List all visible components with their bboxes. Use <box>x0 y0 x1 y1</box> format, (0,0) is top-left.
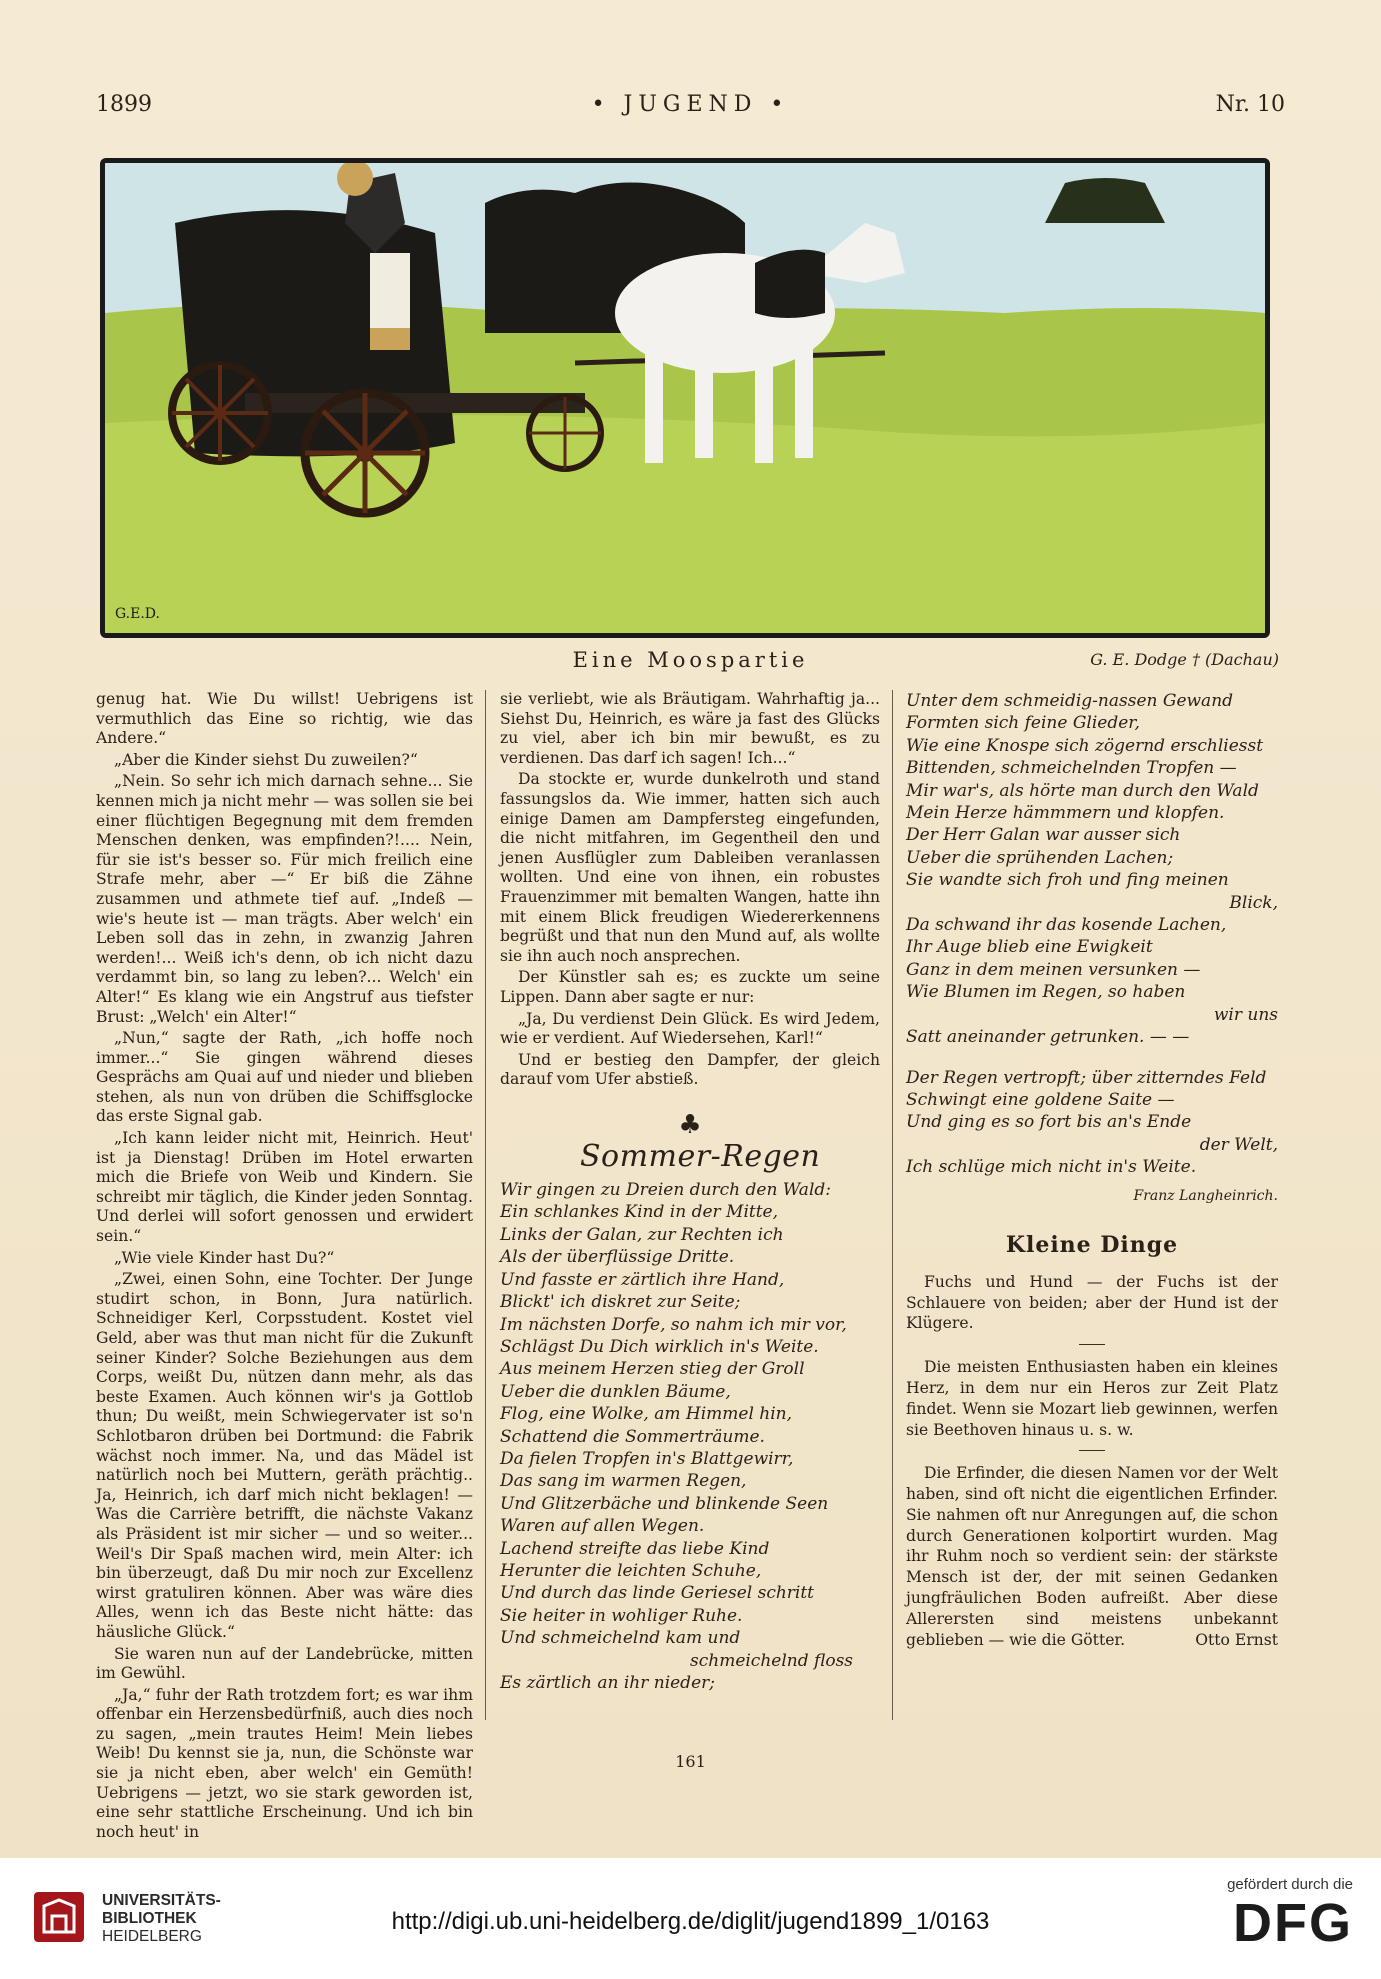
poem-line: Satt aneinander getrunken. — — <box>906 1027 1190 1048</box>
page-number: 161 <box>675 1752 706 1771</box>
poem-line: Schlägst Du Dich wirklich in's Weite. <box>500 1336 819 1357</box>
header-year: 1899 <box>96 92 152 117</box>
dfg-text: gefördert durch die <box>1227 1876 1353 1893</box>
poem-line: Als der überflüssige Dritte. <box>500 1247 735 1268</box>
story-paragraph: „Ja, Du verdienst Dein Glück. Es wird Jedem, wie er verdient. Auf Wiedersehen, Karl!“ <box>500 1009 880 1048</box>
poem-line: Schattend die Sommerträume. <box>500 1426 765 1447</box>
poem-line: Flog, eine Wolke, am Himmel hin, <box>500 1404 793 1425</box>
poem-line: Blick, <box>1229 892 1278 913</box>
poem-title: Sommer-Regen <box>580 1139 821 1175</box>
poem-line: Und schmeichelnd kam und <box>500 1628 741 1649</box>
poem-line: Das sang im warmen Regen, <box>500 1471 747 1492</box>
header-title: • JUGEND • <box>591 92 790 117</box>
poem-line: Ueber die sprühenden Lachen; <box>906 847 1174 868</box>
poem-line: Da schwand ihr das kosende Lachen, <box>906 915 1227 936</box>
poem-line: Wie eine Knospe sich zögernd erschliesst <box>906 735 1264 756</box>
illustration-moospartie <box>100 158 1270 638</box>
poem-line: Waren auf allen Wegen. <box>500 1516 705 1537</box>
poem-line: Ueber die dunklen Bäume, <box>500 1381 731 1402</box>
university-name-line: UNIVERSITÄTS- <box>102 1892 221 1909</box>
aphorism-separator <box>1079 1344 1105 1345</box>
illustration-signature: G.E.D. <box>115 606 160 622</box>
poem-line: Da fielen Tropfen in's Blattgewirr, <box>500 1448 794 1469</box>
story-paragraph: sie verliebt, wie als Bräutigam. Wahrhaftig ja... Siehst Du, Heinrich, es wäre ja fast des Glücks zu viel, aber ich bin mir bewußt, es zu verdienen. Das darf ich sagen! Ich...“ <box>500 690 880 767</box>
kleine-dinge-section <box>906 1232 1278 1650</box>
university-name-line: BIBLIOTHEK <box>102 1910 197 1927</box>
story-paragraph: „Nein. So sehr ich mich darnach sehne... Sie kennen mich ja nicht mehr — was sollen sie bei einer flüchtigen Begegnung mit dem fremden Menschen denken, was empfinden?!.... Nein, für sie ist's besser so. Für mich freilich eine Strafe mehr, aber —“ Er biß die Zähne zusammen und athmete tief auf. „Indeß — wie's heute ist — man trägts. Aber welch' ein Leben soll das in zehn, in zwanzig Jahren werden!... Weiß ich's denn, ob ich nicht dazu verdammt bin, so lang zu leben?... Welch' ein Alter!“ Es klang wie ein Angstruf aus tiefster Brust: „Welch' ein Alter!“ <box>96 772 473 1026</box>
poem-line: schmeichelnd floss <box>690 1650 854 1671</box>
story-paragraph: „Nun,“ sagte der Rath, „ich hoffe noch immer...“ Sie gingen während dieses Gesprächs am Quai auf und nieder und blieben stehen, als nun von drüben die Schiffsglocke das erste Signal gab. <box>96 1029 473 1126</box>
poem-line: Ihr Auge blieb eine Ewigkeit <box>906 937 1153 958</box>
story-paragraph: „Zwei, einen Sohn, eine Tochter. Der Junge studirt schon, in Bonn, Jura natürlich. Schneidiger Kerl, Corpsstudent. Kostet viel Geld, aber was thut man nicht für die Zukunft seiner Kinder? Solche Beziehungen aus dem Corps, weißt Du, nützen dann mehr, als das beste Examen. Auch können wir's ja Gottlob thun; Du weißt, mein Schwiegervater ist so'n Schlotbaron drüben bei Dortmund: die Fabrik wächst noch immer. Na, und das Mädel ist natürlich noch bei Muttern, geräth prächtig.. Ja, Heinrich, ich darf mich nicht beklagen! — Was die Carrière betrifft, die nächste Vakanz als Präsident ist mir sicher — und so weiter... Weil's Dir Spaß machen wird, mein Alter: ich bin überzeugt, daß Du mir noch zur Excellenz wirst gratuliren können. Aber was wäre dies Alles, wenn ich das Beste nicht hätte: das häusliche Glück.“ <box>96 1270 473 1641</box>
digitization-footer <box>0 1858 1381 1979</box>
story-column-2 <box>500 690 880 1694</box>
story-paragraph: Und er bestieg den Dampfer, der gleich darauf vom Ufer abstieß. <box>500 1050 880 1089</box>
story-paragraph: „Wie viele Kinder hast Du?“ <box>114 1248 335 1267</box>
poem-line: Der Regen vertropft; über zitterndes Feld <box>906 1067 1267 1088</box>
poem-line: Sie wandte sich froh und fing meinen <box>906 870 1229 891</box>
story-column-1 <box>96 690 473 1844</box>
story-paragraph: „Aber die Kinder siehst Du zuweilen?“ <box>114 750 418 769</box>
caption-title: Eine Moospartie <box>572 648 809 672</box>
poem-line: Blickt' ich diskret zur Seite; <box>500 1292 741 1313</box>
poem-line: Links der Galan, zur Rechten ich <box>500 1224 784 1245</box>
poem-line: Aus meinem Herzen stieg der Groll <box>500 1359 805 1380</box>
poem-line: Bittenden, schmeichelnden Tropfen — <box>906 758 1237 779</box>
poem-line: Ganz in dem meinen versunken — <box>906 959 1201 980</box>
poem-author: Franz Langheinrich. <box>1133 1187 1278 1204</box>
story-paragraph: Sie waren nun auf der Landebrücke, mitten im Gewühl. <box>96 1644 473 1683</box>
aphorism: Die meisten Enthusiasten haben ein kleines Herz, in dem nur ein Heros zur Zeit Platz findet. Wenn sie Mozart lieb gewinnen, werfen sie Beethoven hinaus u. s. w. <box>906 1358 1278 1439</box>
story-paragraph: „Ich kann leider nicht mit, Heinrich. Heut' ist ja Dienstag! Drüben im Hotel erwarten mich die Briefe von Weib und Kindern. Sie schreibt mir täglich, die Kinder jeden Sonntag. Und derlei will sofort genossen und erwidert sein.“ <box>96 1129 473 1246</box>
poem-line: Unter dem schmeidig-nassen Gewand <box>906 691 1234 711</box>
poem-line: Im nächsten Dorfe, so nahm ich mir vor, <box>500 1314 847 1335</box>
aphorism <box>906 1463 1278 1650</box>
university-name-line: HEIDELBERG <box>102 1928 202 1945</box>
aphorism: Fuchs und Hund — der Fuchs ist der Schlauere von beiden; aber der Hund ist der Klügere. <box>906 1272 1278 1333</box>
poem-sommer-regen-part-1 <box>500 1179 880 1694</box>
aphorism-separator <box>1079 1450 1105 1451</box>
story-paragraph: genug hat. Wie Du willst! Uebrigens ist vermuthlich das Eine so richtig, wie das Andere.“ <box>96 690 473 748</box>
aphorism-author: Otto Ernst <box>1195 1630 1278 1649</box>
dfg-logo: DFG <box>1233 1893 1353 1953</box>
poem-line: Ein schlankes Kind in der Mitte, <box>500 1202 779 1223</box>
poem-line: Mein Herze hämmmern und klopfen. <box>906 803 1225 824</box>
caption-artist: G. E. Dodge † (Dachau) <box>1090 650 1279 669</box>
story-paragraph: Der Künstler sah es; es zuckte um seine Lippen. Dann aber sagte er nur: <box>500 968 880 1006</box>
header-issue: Nr. 10 <box>1215 92 1285 117</box>
illustration-drawing <box>105 163 1265 633</box>
poem-line: der Welt, <box>1199 1134 1278 1155</box>
poem-line: Wie Blumen im Regen, so haben <box>906 982 1186 1003</box>
poem-line: Und durch das linde Geriesel schritt <box>500 1583 815 1604</box>
poem-line: Formten sich feine Glieder, <box>906 713 1140 734</box>
poem-sommer-regen-part-2 <box>906 690 1278 1179</box>
kleine-dinge-title: Kleine Dinge <box>1005 1232 1179 1259</box>
story-paragraph: „Ja,“ fuhr der Rath trotzdem fort; es war ihm offenbar ein Herzensbedürfniß, auch dies noch zu sagen, „mein trautes Heim! Mein liebes Weib! Du kennst sie ja, nun, die Schönste war sie ja nicht eben, aber welch' ein Gemüth! Uebrigens — jetzt, wo sie stark geworden ist, eine sehr stattliche Erscheinung. Und ich bin noch heut' in <box>96 1685 473 1841</box>
stanza-gap <box>906 1049 1278 1067</box>
source-url[interactable]: http://digi.ub.uni-heidelberg.de/diglit/jugend1899_1/0163 <box>391 1908 990 1935</box>
poem-line: Wir gingen zu Dreien durch den Wald: <box>500 1180 831 1201</box>
aphorism-text: Die Erfinder, die diesen Namen vor der Welt haben, sind oft nicht die eigentlichen Erfinder. Sie nahmen oft nur Anregungen auf, die schon durch Generationen kolportirt wurden. Mag ihr Ruhm noch so verdient sein: der stärkste Mensch ist der, der mit seinen Gedanken jungfräulichen Boden aufreißt. Aber diese Allerersten sind meistens unbekannt geblieben — wie die Götter. <box>906 1464 1278 1649</box>
poem-line: Schwingt eine goldene Saite — <box>906 1089 1175 1110</box>
page-header <box>96 92 1285 128</box>
poem-line: Lachend streifte das liebe Kind <box>500 1538 770 1559</box>
poem-line: Herunter die leichten Schuhe, <box>500 1560 762 1581</box>
column-3 <box>906 690 1278 1652</box>
poem-line: Und fasste er zärtlich ihre Hand, <box>500 1269 785 1290</box>
poem-line: wir uns <box>1213 1004 1278 1025</box>
dfg-sponsor <box>1193 1876 1353 1953</box>
column-divider <box>892 690 893 1720</box>
story-paragraph: Da stockte er, wurde dunkelroth und stand fassungslos da. Wie immer, hatten sich auch einige Damen am Dampfersteg eingefunden, die nicht mitfahren, im Gegentheil den und jenen Ausflügler zum Dableiben veranlassen wollten. Und eine von ihnen, ein robustes Frauenzimmer mit bemalten Wangen, hatte ihn mit einem Blick freudigen Wiedererkennens begrüßt und that nun den Mund auf, als wollte sie ihn auch noch ansprechen. <box>500 770 880 965</box>
poem-line: Ich schlüge mich nicht in's Weite. <box>906 1157 1197 1178</box>
poem-line: Mir war's, als hörte man durch den Wald <box>906 780 1259 801</box>
poem-line: Der Herr Galan war ausser sich <box>906 825 1181 846</box>
poem-line: Es zärtlich an ihr nieder; <box>500 1673 715 1693</box>
poem-line: Sie heiter in wohliger Ruhe. <box>500 1605 743 1626</box>
poem-line: Und Glitzerbäche und blinkende Seen <box>500 1493 829 1514</box>
poem-line: Und ging es so fort bis an's Ende <box>906 1112 1192 1133</box>
illustration-caption <box>0 648 1381 678</box>
clover-ornament-icon: ♣ <box>678 1109 702 1140</box>
story-continuation <box>500 690 880 1090</box>
column-divider <box>485 690 486 1720</box>
